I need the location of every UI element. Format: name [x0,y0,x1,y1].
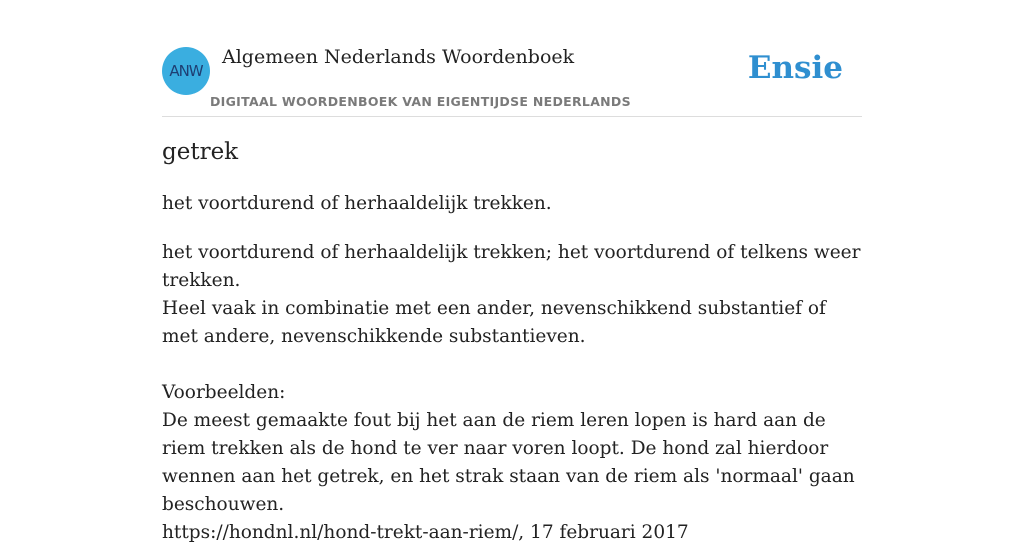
definition-body [162,239,862,547]
site-subtitle: DIGITAAL WOORDENBOEK VAN EIGENTIJDSE NEDERLANDS [210,94,631,109]
example-text: De meest gemaakte fout bij het aan de riem leren lopen is hard aan de riem trekken als de hond te ver naar voren loopt. De hond zal hierdoor wennen aan het getrek, en het strak staan van de riem als 'normaal' gaan beschouwen. [162,410,855,515]
headword: getrek [162,139,239,165]
site-title[interactable]: Algemeen Nederlands Woordenboek [222,46,575,68]
page [162,0,862,543]
definition-line: het voortdurend of herhaaldelijk trekken; het voortdurend of telkens weer trekken. [162,242,861,291]
definition-usage-note: Heel vaak in combinatie met een ander, nevenschikkend substantief of met andere, nevenschikkende substantieven. [162,298,826,347]
short-definition: het voortdurend of herhaaldelijk trekken. [162,193,552,214]
logo-text: ANW [169,62,203,80]
example-source: https://hondnl.nl/hond-trekt-aan-riem/, 17 februari 2017 [162,522,689,543]
anw-logo[interactable] [162,47,210,95]
examples-label: Voorbeelden: [162,382,286,403]
ensie-brand-logo[interactable]: Ensie [747,50,843,86]
site-header [162,0,862,117]
spacer [162,351,862,379]
